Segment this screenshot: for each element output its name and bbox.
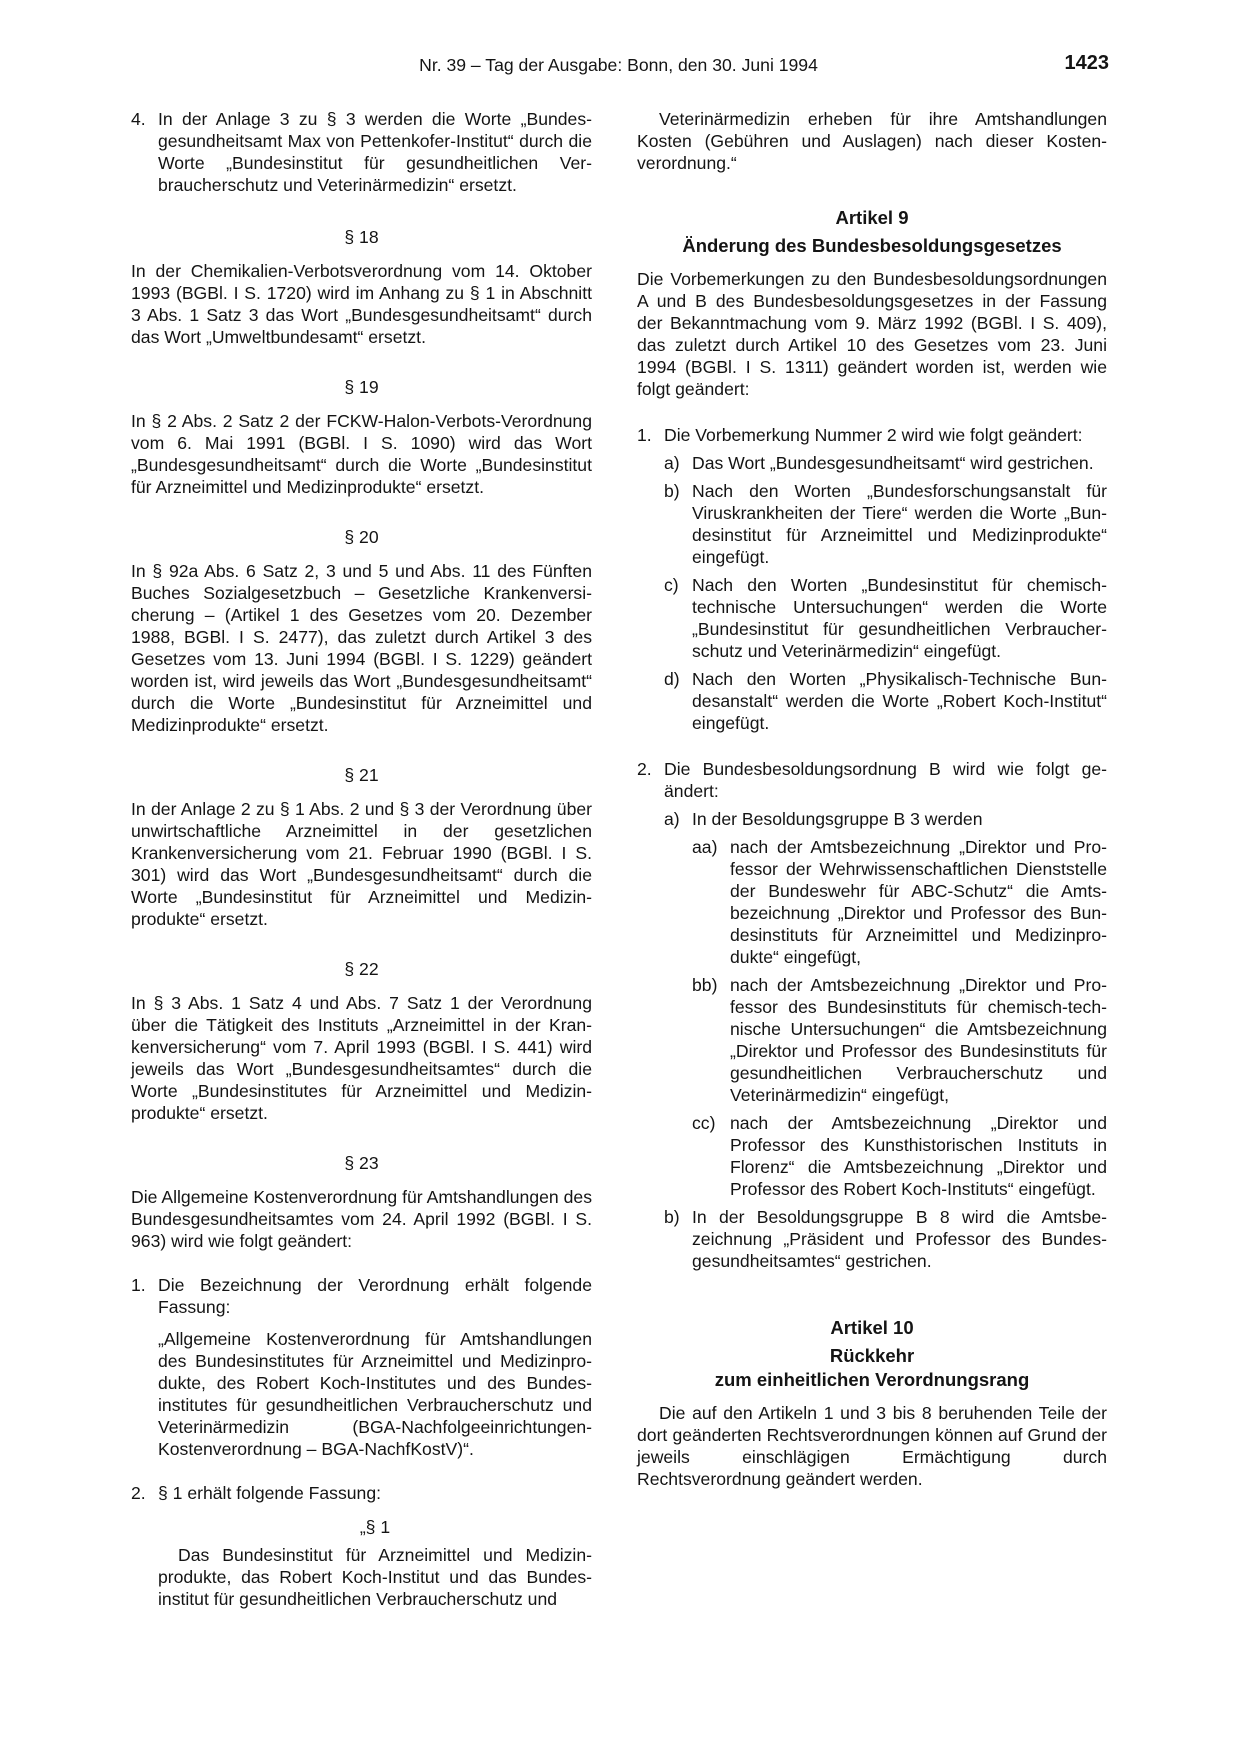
- article-intro: Die Vorbemerkungen zu den Bundesbesoldungsordnungen A und B des Bundesbesoldungsgesetzes in der Fassung der Bekanntmachung vom 9. März 1992 (BGBl. I S. 409), das zuletzt durch Artikel 10 des Gesetzes vom 23. Juni 1994 (BGBl. I S. 1311) geändert worden ist, werden wie folgt geändert:: [637, 269, 1107, 399]
- sub-sub-item-text: nach der Amtsbezeichnung „Direktor und Professor des Kunsthistorischen Instituts in Florenz“ die Amtsbezeichnung „Direktor und Professor des Robert Koch-Instituts“ eingefügt.: [730, 1113, 1107, 1199]
- item-text: In der Anlage 3 zu § 3 werden die Worte „Bundesgesundheitsamt Max von Pettenkofer-Institut“ durch die Worte „Bundesinstitut für gesundheitlichen Verbraucherschutz und Veterinärmedizin“ ersetzt.: [158, 109, 592, 195]
- sub-item: [664, 808, 1107, 1200]
- continued-text: Veterinärmedizin erheben für ihre Amtshandlungen Kosten (Gebühren und Auslagen) nach dieser Kostenverordnung.“: [637, 109, 1107, 173]
- sub-item: [664, 1206, 1107, 1272]
- left-column: [131, 108, 592, 1610]
- page-number: 1423: [1064, 52, 1109, 74]
- sub-sub-item: [692, 836, 1107, 968]
- list-item: [131, 1482, 592, 1610]
- sub-sub-item-text: nach der Amtsbezeichnung „Direktor und Professor der Wehrwissenschaftlichen Dienststelle der Bundeswehr für ABC-Schutz“ die Amtsbezeichnung „Direktor und Professor des Bundesinstituts für Arzneimittel und Medizinprodukte“ eingefügt,: [730, 837, 1107, 967]
- sub-item-label: c): [664, 575, 679, 595]
- section-title: § 18: [344, 227, 379, 247]
- sub-item-label: d): [664, 669, 680, 689]
- item-text: Die Vorbemerkung Nummer 2 wird wie folgt geändert:: [664, 425, 1083, 445]
- item-number: 1.: [131, 1275, 146, 1295]
- article-subtitle: zum einheitlichen Verordnungsrang: [714, 1369, 1030, 1390]
- section-title: § 21: [344, 765, 379, 785]
- quote-section-title: „§ 1: [359, 1517, 391, 1537]
- section-title: § 19: [344, 377, 379, 397]
- section-text: In § 92a Abs. 6 Satz 2, 3 und 5 und Abs. 11 des Fünften Buches Sozialgesetzbuch – Gesetzliche Krankenversicherung – (Artikel 1 des Gesetzes vom 20. Dezember 1988, BGBl. I S. 2477), das zuletzt durch Artikel 3 des Gesetzes vom 13. Juni 1994 (BGBl. I S. 1229) geändert worden ist, wird jeweils das Wort „Bundesgesundheitsamt“ durch die Worte „Bundesinstitut für Arzneimittel und Medizinprodukte“ ersetzt.: [131, 561, 592, 735]
- section-title: § 22: [344, 959, 379, 979]
- section-text: In § 2 Abs. 2 Satz 2 der FCKW-Halon-Verbots-Verordnung vom 6. Mai 1991 (BGBl. I S. 1090) wird das Wort „Bundesgesundheitsamt“ durch die Worte „Bundesinstitut für Arzneimittel und Medizinprodukte“ ersetzt.: [131, 411, 592, 497]
- sub-item: [664, 480, 1107, 568]
- sub-sub-item: [692, 974, 1107, 1106]
- running-title: Nr. 39 – Tag der Ausgabe: Bonn, den 30. Juni 1994: [419, 55, 818, 75]
- sub-item-text: Das Wort „Bundesgesundheitsamt“ wird gestrichen.: [692, 453, 1094, 473]
- article-text: Die auf den Artikeln 1 und 3 bis 8 beruhenden Teile der dort geänderten Rechtsverordnungen können auf Grund der jeweils einschlägigen Ermächtigung durch Rechtsverordnung geändert werden.: [637, 1403, 1107, 1489]
- section-text: In der Chemikalien-Verbotsverordnung vom 14. Oktober 1993 (BGBl. I S. 1720) wird im Anhang zu § 1 in Abschnitt 3 Abs. 1 Satz 3 das Wort „Bundesgesundheitsamt“ durch das Wort „Umweltbundesamt“ ersetzt.: [131, 261, 592, 347]
- article-subtitle: Änderung des Bundesbesoldungsgesetzes: [682, 235, 1062, 256]
- sub-item-label: b): [664, 1207, 680, 1227]
- article-title: Artikel 10: [830, 1317, 914, 1338]
- section-title: § 23: [344, 1153, 379, 1173]
- sub-sub-item: [692, 1112, 1107, 1200]
- section-text: Die Allgemeine Kostenverordnung für Amtshandlungen des Bundesgesundheitsamtes vom 24. April 1992 (BGBl. I S. 963) wird wie folgt geändert:: [131, 1187, 592, 1251]
- sub-sub-item-label: cc): [692, 1113, 716, 1133]
- right-column: [637, 108, 1107, 1490]
- item-quote: Das Bundesinstitut für Arzneimittel und Medizinprodukte, das Robert Koch-Institut und das Bundesinstitut für gesundheitlichen Verbraucherschutz und: [158, 1545, 592, 1609]
- sub-item-label: a): [664, 809, 680, 829]
- sub-item: [664, 668, 1107, 734]
- list-item: [637, 424, 1107, 734]
- item-number: 1.: [637, 425, 652, 445]
- item-number: 4.: [131, 109, 146, 129]
- section-text: In der Anlage 2 zu § 1 Abs. 2 und § 3 der Verordnung über unwirtschaftliche Arzneimittel in der gesetzlichen Krankenversicherung vom 21. Februar 1990 (BGBl. I S. 301) wird das Wort „Bundesgesundheitsamt“ durch die Worte „Bundesinstitut für Arzneimittel und Medizinprodukte“ ersetzt.: [131, 799, 592, 929]
- sub-sub-item-label: aa): [692, 837, 718, 857]
- section-title: § 20: [344, 527, 379, 547]
- article-subtitle: Rückkehr: [829, 1345, 915, 1366]
- item-text: Die Bezeichnung der Verordnung erhält folgende Fassung:: [158, 1275, 592, 1317]
- section-text: In § 3 Abs. 1 Satz 4 und Abs. 7 Satz 1 der Verordnung über die Tätigkeit des Instituts „Arzneimittel in der Krankenversicherung“ vom 7. April 1993 (BGBl. I S. 441) wird jeweils das Wort „Bundesgesundheitsamtes“ durch die Worte „Bundesinstitutes für Arzneimittel und Medizinprodukte“ ersetzt.: [131, 993, 592, 1123]
- sub-item-label: b): [664, 481, 680, 501]
- sub-item-label: a): [664, 453, 680, 473]
- item-text: Die Bundesbesoldungsordnung B wird wie folgt geändert:: [664, 759, 1107, 801]
- list-item: [131, 108, 592, 196]
- sub-item-text: Nach den Worten „Bundesforschungsanstalt für Viruskrankheiten der Tiere“ werden die Worte „Bundesinstitut für Arzneimittel und Medizinprodukte“ eingefügt.: [692, 481, 1107, 567]
- article-title: Artikel 9: [835, 207, 909, 228]
- sub-sub-item-label: bb): [692, 975, 718, 995]
- sub-sub-item-text: nach der Amtsbezeichnung „Direktor und Professor des Bundesinstituts für chemisch-technische Untersuchungen“ die Amtsbezeichnung „Direktor und Professor des Bundesinstituts für gesundheitlichen Verbraucherschutz und Veterinärmedizin“ eingefügt,: [730, 975, 1107, 1105]
- item-quote: „Allgemeine Kostenverordnung für Amtshandlungen des Bundesinstitutes für Arzneimittel und Medizinprodukte, des Robert Koch-Institutes und des Bundesinstitutes für gesundheitlichen Verbraucherschutz und Veterinärmedizin (BGA-Nachfolgeeinrichtungen-Kostenverordnung – BGA-NachfKostV)“.: [158, 1329, 592, 1459]
- list-item: [637, 758, 1107, 1272]
- sub-item-text: Nach den Worten „Bundesinstitut für chemischtechnische Untersuchungen“ werden die Worte „Bundesinstitut für gesundheitlichen Verbraucherschutz und Veterinärmedizin“ eingefügt.: [692, 575, 1107, 661]
- sub-item: [664, 574, 1107, 662]
- list-item: [131, 1274, 592, 1460]
- item-number: 2.: [131, 1483, 146, 1503]
- page-header: [0, 52, 1237, 80]
- item-text: § 1 erhält folgende Fassung:: [158, 1483, 382, 1503]
- sub-item: [664, 452, 1107, 474]
- item-number: 2.: [637, 759, 652, 779]
- sub-item-text: Nach den Worten „Physikalisch-Technische Bundesanstalt“ werden die Worte „Robert Koch-Institut“ eingefügt.: [692, 669, 1107, 733]
- sub-item-text: In der Besoldungsgruppe B 8 wird die Amtsbezeichnung „Präsident und Professor des Bundesgesundheitsamtes“ gestrichen.: [692, 1207, 1107, 1271]
- sub-item-text: In der Besoldungsgruppe B 3 werden: [692, 809, 983, 829]
